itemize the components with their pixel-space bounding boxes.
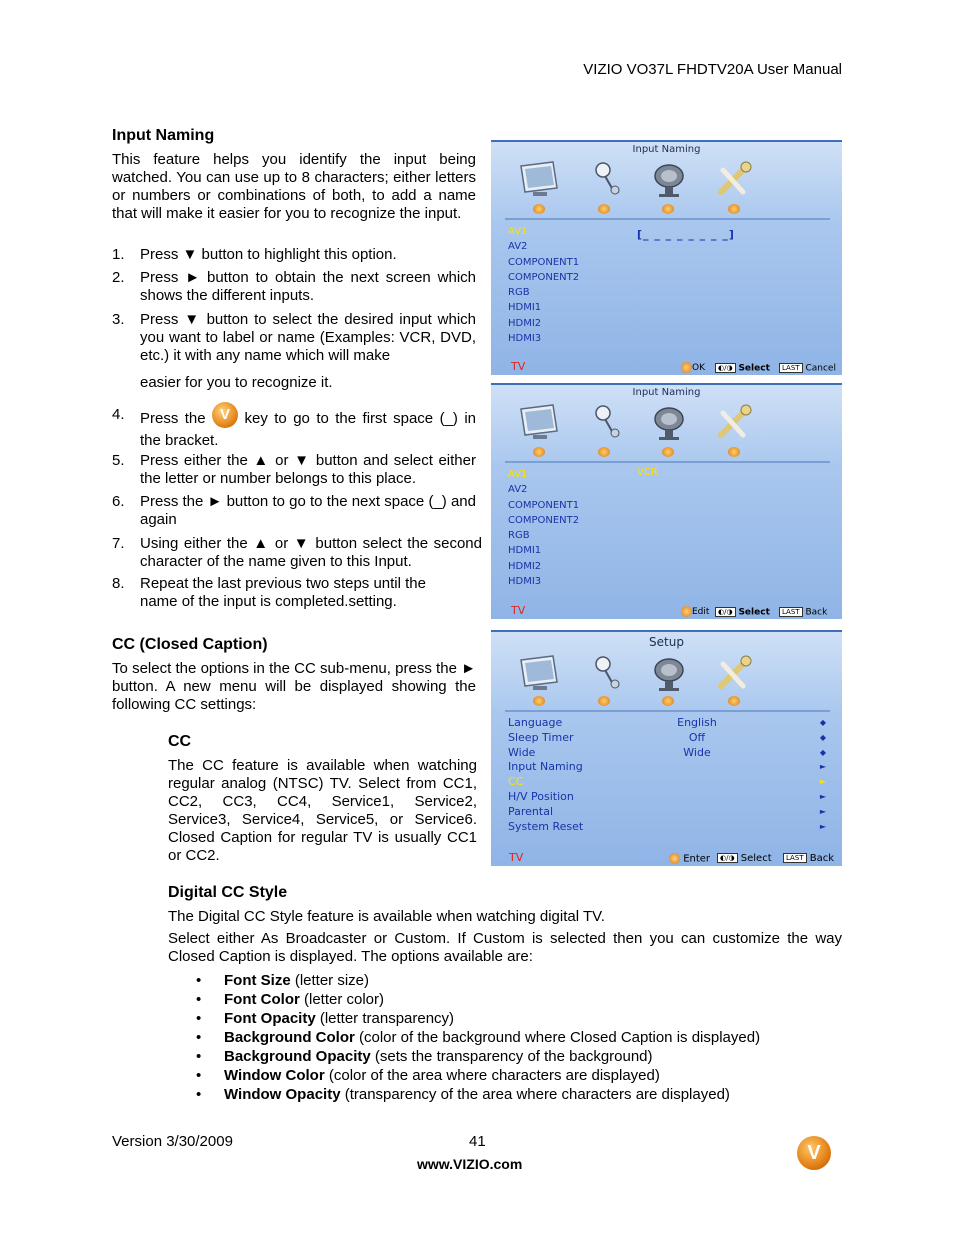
divider — [505, 710, 830, 712]
down-arrow-icon — [728, 447, 740, 457]
input-item-hdmi3[interactable]: HDMI3 — [508, 576, 542, 588]
step-3-continued: easier for you to recognize it. — [140, 374, 333, 391]
microphone-icon — [585, 654, 631, 694]
right-arrow-icon: ► — [819, 821, 826, 831]
adjust-key-icon: ◐/◑ — [715, 607, 736, 617]
manual-header: VIZIO VO37L FHDTV20A User Manual — [583, 61, 842, 78]
ok-button-icon — [669, 853, 680, 864]
right-arrow-icon: ► — [819, 762, 826, 772]
list-item: • Font Opacity (letter transparency) — [168, 1009, 760, 1028]
osd-title: Input Naming — [632, 387, 701, 398]
down-arrow-icon — [662, 696, 674, 706]
input-name-value[interactable]: VCR — [637, 467, 658, 478]
menu-item-input-naming[interactable]: Input Naming — [508, 760, 583, 774]
right-arrow-icon: ► — [819, 791, 826, 801]
setup-indicators — [820, 716, 826, 834]
microphone-icon — [585, 403, 631, 443]
back-label: Back — [809, 853, 835, 864]
cancel-label: Cancel — [805, 363, 836, 373]
cc-options-list — [168, 971, 760, 1104]
version-label: Version 3/30/2009 — [112, 1133, 233, 1150]
digital-cc-p1: The Digital CC Style feature is available when watching digital TV. — [168, 908, 605, 925]
step-3: 3. Press ▼ button to select the desired input which you want to label or name (Examples: VCR, DVD, etc.) it with any name which will make — [112, 311, 476, 364]
menu-item-system-reset[interactable]: System Reset — [508, 819, 584, 833]
osd-source-label: TV — [509, 851, 524, 864]
input-item-component1[interactable]: COMPONENT1 — [508, 499, 580, 511]
osd-footer — [491, 359, 842, 375]
satellite-dish-icon — [647, 654, 693, 694]
input-item-av1[interactable]: AV1 — [508, 469, 528, 480]
down-arrow-icon — [533, 696, 545, 706]
step-5: 5. Press either the ▲ or ▼ button and select either the letter or number belongs to this place. — [112, 452, 476, 487]
step-7: 7. Using either the ▲ or ▼ button select the second character of the name given to this Input. — [112, 535, 482, 570]
input-list — [508, 467, 579, 589]
down-arrow-icon — [533, 447, 545, 457]
osd-footer — [491, 850, 842, 866]
satellite-dish-icon — [647, 160, 693, 200]
down-arrow-icon — [728, 204, 740, 214]
last-key-icon: LAST — [779, 363, 803, 373]
cc-heading: CC — [168, 733, 192, 750]
ok-button-icon — [681, 606, 692, 617]
osd-source-label: TV — [511, 360, 526, 373]
vizio-v-button-icon: V — [212, 402, 238, 428]
select-label: Select — [738, 363, 770, 373]
setup-values — [667, 716, 727, 760]
input-item-hdmi2[interactable]: HDMI2 — [508, 317, 542, 329]
enter-label: Enter — [683, 853, 711, 864]
divider — [505, 218, 830, 220]
down-arrow-icon — [662, 204, 674, 214]
ok-label: OK — [692, 363, 705, 373]
menu-item-parental[interactable]: Parental — [508, 804, 554, 818]
vizio-logo: V — [797, 1136, 831, 1170]
tv-icon — [515, 160, 561, 200]
osd-footer — [491, 603, 842, 619]
input-item-av1[interactable]: AV1 — [508, 226, 528, 237]
step-4: 4. Press the V key to go to the first space (_) in the bracket. — [112, 406, 476, 450]
menu-item-hv-position[interactable]: H/V Position — [508, 789, 574, 803]
adjust-icon: ◆ — [819, 732, 826, 742]
down-arrow-icon — [533, 204, 545, 214]
back-label: Back — [805, 607, 828, 617]
cc-section-intro: To select the options in the CC sub-menu, press the ► button. A new menu will be displayed showing the following CC settings: — [112, 660, 476, 713]
input-item-hdmi2[interactable]: HDMI2 — [508, 560, 542, 572]
input-item-hdmi3[interactable]: HDMI3 — [508, 333, 542, 345]
menu-item-wide[interactable]: Wide — [508, 745, 536, 759]
tools-icon — [711, 654, 757, 694]
down-arrow-icon — [598, 204, 610, 214]
right-arrow-icon: ► — [819, 806, 826, 816]
input-naming-intro: This feature helps you identify the input being watched. You can use up to 8 characters; either letters or numbers or combinations of both, to add a name that will make it easier for you to recognize the input. — [112, 151, 476, 222]
website-url[interactable]: www.VIZIO.com — [417, 1156, 523, 1172]
tv-icon — [515, 654, 561, 694]
adjust-icon: ◆ — [819, 747, 826, 757]
step-6: 6. Press the ► button to go to the next space (_) and again — [112, 493, 476, 528]
input-item-rgb[interactable]: RGB — [508, 530, 530, 542]
input-list — [508, 224, 579, 346]
input-item-av2[interactable]: AV2 — [508, 241, 528, 253]
list-item: • Font Color (letter color) — [168, 990, 760, 1009]
step-8: 8. Repeat the last previous two steps until the name of the input is completed.setting. — [112, 575, 426, 610]
osd-title: Input Naming — [632, 144, 701, 155]
osd-setup-screen — [491, 630, 842, 866]
down-arrow-icon — [598, 447, 610, 457]
menu-item-cc[interactable]: CC — [508, 775, 524, 789]
select-label: Select — [740, 853, 772, 864]
input-item-av2[interactable]: AV2 — [508, 484, 528, 496]
input-item-component1[interactable]: COMPONENT1 — [508, 256, 580, 268]
language-value: English — [677, 716, 717, 729]
list-item: • Background Opacity (sets the transparency of the background) — [168, 1047, 760, 1066]
osd-title: Setup — [649, 635, 684, 649]
osd-input-naming-screen-2 — [491, 383, 842, 619]
input-item-rgb[interactable]: RGB — [508, 287, 530, 299]
select-label: Select — [738, 607, 770, 617]
ok-button-icon — [681, 362, 692, 373]
setup-menu-list — [508, 716, 583, 834]
step-1: 1. Press ▼ button to highlight this option. — [112, 246, 397, 263]
list-item: • Background Color (color of the background where Closed Caption is displayed) — [168, 1028, 760, 1047]
last-key-icon: LAST — [779, 607, 803, 617]
name-entry-field[interactable]: [_ _ _ _ _ _ _ _] — [637, 228, 735, 241]
list-item: • Window Color (color of the area where characters are displayed) — [168, 1066, 760, 1085]
digital-cc-p2: Select either As Broadcaster or Custom. If Custom is selected then you can customize the way Closed Caption is displayed. The options available are: — [168, 930, 842, 965]
input-item-hdmi1[interactable]: HDMI1 — [508, 302, 542, 314]
step-2: 2. Press ► button to obtain the next screen which shows the different inputs. — [112, 269, 476, 304]
input-item-component2[interactable]: COMPONENT2 — [508, 271, 580, 283]
edit-label: Edit — [692, 607, 710, 617]
adjust-key-icon: ◐/◑ — [717, 853, 738, 863]
cc-section-heading: CC (Closed Caption) — [112, 636, 268, 653]
tv-icon — [515, 403, 561, 443]
list-item: • Font Size (letter size) — [168, 971, 760, 990]
down-arrow-icon — [598, 696, 610, 706]
microphone-icon — [585, 160, 631, 200]
page-number: 41 — [469, 1133, 486, 1150]
osd-source-label: TV — [511, 604, 526, 617]
tools-icon — [711, 403, 757, 443]
right-arrow-icon: ► — [819, 777, 826, 787]
digital-cc-style-heading: Digital CC Style — [168, 884, 288, 901]
divider — [505, 461, 830, 463]
adjust-key-icon: ◐/◑ — [715, 363, 736, 373]
down-arrow-icon — [662, 447, 674, 457]
list-item: • Window Opacity (transparency of the area where characters are displayed) — [168, 1085, 760, 1104]
down-arrow-icon — [728, 696, 740, 706]
menu-item-sleep-timer[interactable]: Sleep Timer — [508, 730, 574, 744]
sleep-timer-value: Off — [688, 730, 706, 744]
tools-icon — [711, 160, 757, 200]
last-key-icon: LAST — [783, 853, 807, 863]
adjust-icon: ◆ — [819, 718, 826, 727]
menu-item-language[interactable]: Language — [508, 716, 563, 729]
satellite-dish-icon — [647, 403, 693, 443]
input-item-hdmi1[interactable]: HDMI1 — [508, 545, 542, 557]
osd-input-naming-screen-1 — [491, 140, 842, 375]
cc-description: The CC feature is available when watching regular analog (NTSC) TV. Select from CC1, CC2, CC3, CC4, Service1, Service2, Service3, Service4, Service5, or Service6. Closed Caption for regular TV is usually CC1 or CC2. — [168, 757, 477, 864]
input-item-component2[interactable]: COMPONENT2 — [508, 514, 580, 526]
wide-value: Wide — [683, 745, 711, 759]
input-naming-heading: Input Naming — [112, 127, 215, 144]
